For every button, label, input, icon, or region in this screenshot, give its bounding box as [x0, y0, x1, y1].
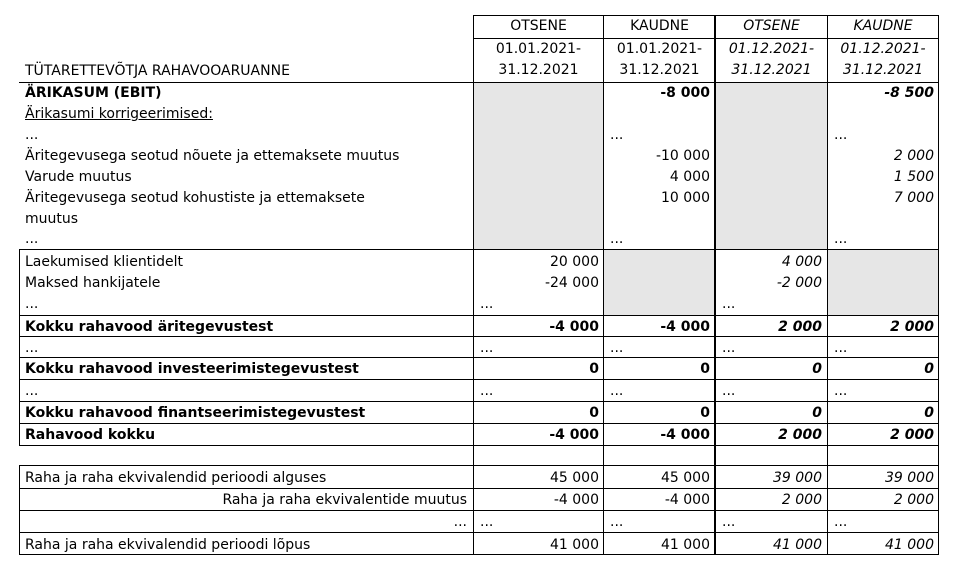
row-value-c3: 4 000	[781, 254, 822, 270]
header-period-end-1: 31.12.2021	[498, 62, 579, 78]
row-value-c4: ...	[834, 231, 848, 247]
row-value-c1: ...	[480, 340, 494, 356]
row-value-c3: ...	[722, 514, 736, 530]
row-value-c4: ...	[834, 514, 848, 530]
row-value-c2: -4 000	[660, 319, 710, 335]
row-value-c3: 41 000	[773, 537, 822, 553]
row-value-c3: ...	[722, 340, 736, 356]
row-value-c4: -8 500	[884, 85, 934, 101]
row-value-c3: 39 000	[773, 470, 822, 486]
row-label: ÄRIKASUM (EBIT)	[25, 85, 162, 101]
row-value-c3: 0	[812, 361, 822, 377]
row-value-c4: 1 500	[893, 169, 934, 185]
row-value-c4: 41 000	[885, 537, 934, 553]
row-value-c2: 41 000	[661, 537, 710, 553]
header-method-3: OTSENE	[743, 18, 800, 34]
row-label: ...	[25, 340, 39, 356]
row-value-c4: 2 000	[893, 148, 934, 164]
row-value-c2: 45 000	[661, 470, 710, 486]
row-value-c4: 2 000	[890, 427, 934, 443]
row-value-c1: -4 000	[549, 427, 599, 443]
row-value-c4: ...	[834, 127, 848, 143]
row-value-c2: 4 000	[669, 169, 710, 185]
row-value-c3: 2 000	[778, 319, 822, 335]
row-label: ...	[25, 383, 39, 399]
row-label: Laekumised klientidelt	[25, 254, 183, 270]
row-label: Raha ja raha ekvivalentide muutus	[222, 492, 467, 508]
shade-kaudne-annual	[604, 249, 715, 315]
row-label: Kokku rahavood äritegevustest	[25, 319, 274, 335]
row-value-c3: -2 000	[776, 275, 822, 291]
row-value-c3: ...	[722, 383, 736, 399]
row-label: ...	[25, 296, 39, 312]
header-method-4: KAUDNE	[853, 18, 913, 34]
row-value-c2: 0	[700, 361, 710, 377]
row-value-c1: ...	[480, 383, 494, 399]
row-label: Äritegevusega seotud nõuete ja ettemaksete muutus	[25, 148, 400, 164]
row-value-c1: -24 000	[544, 275, 599, 291]
row-value-c2: 0	[700, 405, 710, 421]
row-value-c4: 7 000	[893, 190, 934, 206]
row-label: Varude muutus	[25, 169, 132, 185]
row-value-c2: -10 000	[655, 148, 710, 164]
header-method-1: OTSENE	[510, 18, 567, 34]
row-label: Kokku rahavood finantseerimistegevustest	[25, 405, 366, 421]
row-value-c1: -4 000	[553, 492, 599, 508]
header-method-2: KAUDNE	[630, 18, 689, 34]
header-period-end-4: 31.12.2021	[842, 62, 924, 78]
row-value-c4: 39 000	[885, 470, 934, 486]
row-label: Kokku rahavood investeerimistegevustest	[25, 361, 359, 377]
header-period-start-3: 01.12.2021-	[728, 41, 815, 57]
row-value-c2: -4 000	[664, 492, 710, 508]
shade-kaudne-december	[828, 249, 938, 315]
row-value-c4: 0	[924, 361, 934, 377]
row-label: ...	[453, 514, 467, 530]
row-value-c3: 2 000	[778, 427, 822, 443]
row-value-c1: 45 000	[550, 470, 599, 486]
header-period-start-4: 01.12.2021-	[840, 41, 926, 57]
header-period-end-3: 31.12.2021	[731, 62, 812, 78]
row-label: ...	[25, 127, 39, 143]
row-value-c2: ...	[610, 127, 624, 143]
row-value-c1: ...	[480, 296, 494, 312]
row-value-c2: ...	[610, 231, 624, 247]
header-period-end-2: 31.12.2021	[619, 62, 700, 78]
row-label: Raha ja raha ekvivalendid perioodi lõpus	[25, 537, 311, 553]
row-value-c2: ...	[610, 340, 624, 356]
row-value-c1: 20 000	[550, 254, 599, 270]
row-value-c3: 2 000	[781, 492, 822, 508]
row-label: Ärikasumi korrigeerimised:	[25, 106, 213, 122]
row-value-c2: ...	[610, 514, 624, 530]
row-value-c1: 0	[589, 361, 599, 377]
row-label: Maksed hankijatele	[25, 275, 161, 291]
shade-otsene-december	[716, 83, 827, 249]
row-value-c3: ...	[722, 296, 736, 312]
row-label: Rahavood kokku	[25, 427, 156, 443]
row-value-c1: 0	[589, 405, 599, 421]
row-value-c3: 0	[812, 405, 822, 421]
row-value-c4: 2 000	[893, 492, 934, 508]
row-value-c2: -4 000	[660, 427, 710, 443]
header-period-start-2: 01.01.2021-	[616, 41, 703, 57]
shade-otsene-annual	[474, 83, 603, 249]
row-value-c1: -4 000	[549, 319, 599, 335]
row-value-c2: ...	[610, 383, 624, 399]
header-period-start-1: 01.01.2021-	[495, 41, 582, 57]
row-label: ...	[25, 231, 39, 247]
row-value-c1: 41 000	[550, 537, 599, 553]
row-value-c4: ...	[834, 383, 848, 399]
row-label: Äritegevusega seotud kohustiste ja ettemaksete	[25, 190, 365, 206]
row-value-c2: -8 000	[660, 85, 710, 101]
row-value-c4: 0	[924, 405, 934, 421]
row-value-c2: 10 000	[661, 190, 710, 206]
row-label-continued: muutus	[25, 211, 79, 227]
row-value-c4: 2 000	[890, 319, 934, 335]
statement-title: TÜTARETTEVÕTJA RAHAVOOARUANNE	[25, 63, 290, 79]
row-value-c4: ...	[834, 340, 848, 356]
row-label: Raha ja raha ekvivalendid perioodi alguses	[25, 470, 327, 486]
row-value-c1: ...	[480, 514, 494, 530]
